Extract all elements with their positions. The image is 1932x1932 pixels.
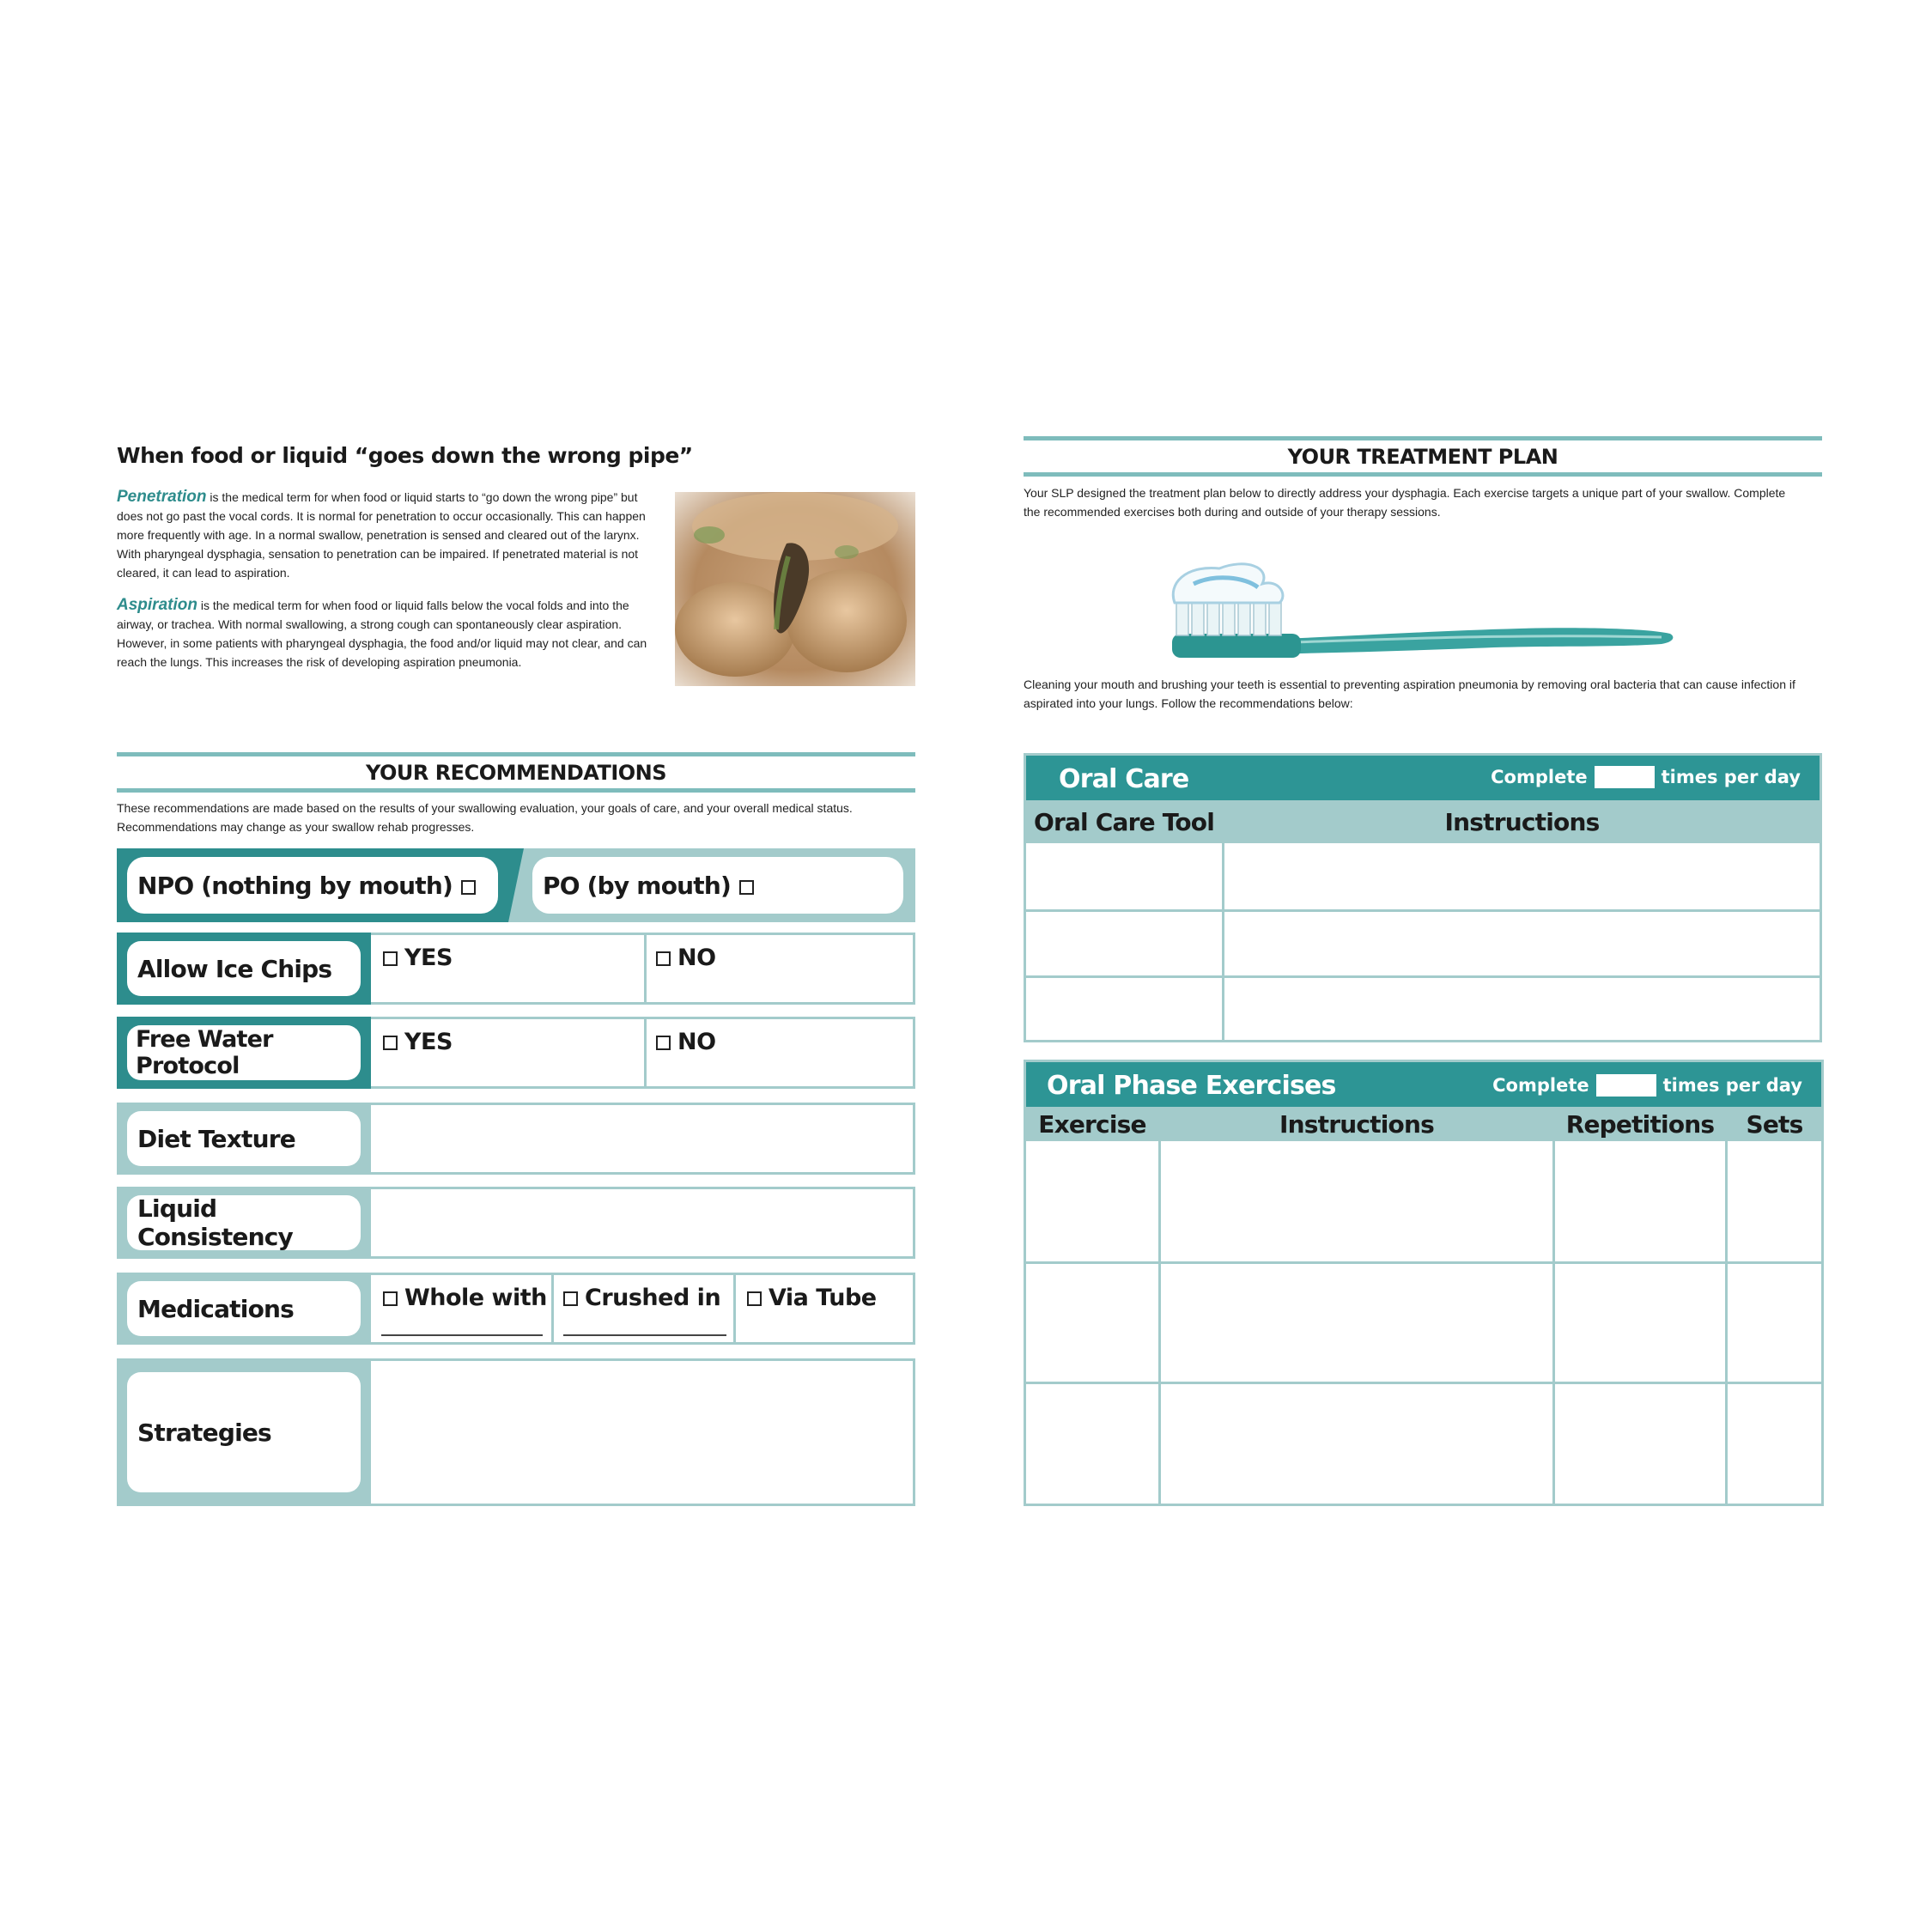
free-water-options bbox=[371, 1017, 915, 1089]
col-oral-care-tool: Oral Care Tool bbox=[1033, 807, 1215, 836]
po-label: PO (by mouth) bbox=[543, 871, 731, 900]
oral-care-frequency-input[interactable] bbox=[1595, 766, 1655, 788]
checkbox-icon[interactable] bbox=[656, 951, 671, 966]
free-water-yes[interactable]: YES bbox=[383, 1029, 453, 1055]
oral-care-table bbox=[1024, 753, 1822, 1042]
med-whole-blank[interactable] bbox=[381, 1334, 543, 1336]
ice-chips-no[interactable]: NO bbox=[656, 945, 716, 971]
ice-chips-options bbox=[371, 933, 915, 1005]
checkbox-icon[interactable] bbox=[383, 1291, 398, 1306]
col-sets: Sets bbox=[1746, 1109, 1803, 1139]
row-divider bbox=[1026, 975, 1820, 978]
oral-phase-table bbox=[1024, 1060, 1824, 1506]
strategies-field[interactable] bbox=[371, 1358, 915, 1506]
divider bbox=[644, 935, 647, 1002]
oral-phase-frequency: Complete times per day bbox=[1492, 1075, 1802, 1096]
liquid-consistency-label: Liquid Consistency bbox=[127, 1195, 361, 1250]
ice-chips-row bbox=[117, 933, 915, 1005]
medications-row bbox=[117, 1273, 915, 1345]
divider bbox=[1725, 1107, 1728, 1504]
checkbox-icon[interactable] bbox=[383, 1036, 398, 1050]
recommendations-title: YOUR RECOMMENDATIONS bbox=[365, 761, 667, 785]
oral-care-header bbox=[1026, 756, 1820, 800]
liquid-consistency-field[interactable] bbox=[371, 1187, 915, 1259]
col-repetitions: Repetitions bbox=[1565, 1109, 1715, 1139]
row-divider bbox=[1026, 1382, 1821, 1384]
med-whole-option[interactable]: Whole with bbox=[383, 1285, 547, 1311]
col-exercise: Exercise bbox=[1038, 1109, 1146, 1139]
oral-care-text: Cleaning your mouth and brushing your teeth is essential to preventing aspiration pneumonia by removing oral bacteria that can cause infection if aspirated into your lungs. Follow the recommendations below: bbox=[1024, 677, 1795, 710]
npo-po-row bbox=[117, 848, 915, 922]
row-divider bbox=[1026, 909, 1820, 912]
free-water-no[interactable]: NO bbox=[656, 1029, 716, 1055]
aspiration-text: is the medical term for when food or liquid falls below the vocal folds and into the airway, or trachea. With normal swallowing, a strong cough can spontaneously clear aspiration. However, in some patients with pharyngeal dysphagia, the food and/or liquid may not clear, and can reach the lungs. This increases the risk of developing aspiration pneumonia. bbox=[117, 598, 647, 669]
oral-care-columns bbox=[1026, 800, 1820, 843]
divider bbox=[1158, 1107, 1161, 1504]
med-crushed-blank[interactable] bbox=[563, 1334, 726, 1336]
treatment-bottom-rule bbox=[1024, 472, 1822, 477]
penetration-text: is the medical term for when food or liquid starts to “go down the wrong pipe” but does not go past the vocal cords. It is normal for penetration to occur occasionally. This can happen more frequently with age. In a normal swallow, penetration is sensed and cleared out of the larynx. With pharyngeal dysphagia, sensation to penetration can be impaired. If penetrated material is not cleared, it can lead to aspiration. bbox=[117, 490, 646, 580]
toothbrush-icon bbox=[1168, 558, 1683, 674]
recommendations-intro: These recommendations are made based on the results of your swallowing evaluation, your goals of care, and your overall medical status. Recommendations may change as your swallow rehab progresses. bbox=[117, 801, 853, 834]
treatment-title: YOUR TREATMENT PLAN bbox=[1287, 445, 1558, 469]
checkbox-icon[interactable] bbox=[563, 1291, 578, 1306]
larynx-illustration bbox=[675, 492, 915, 686]
recommendations-top-rule bbox=[117, 752, 915, 756]
med-tube-option[interactable]: Via Tube bbox=[747, 1285, 877, 1311]
treatment-top-rule bbox=[1024, 436, 1822, 440]
medications-label-panel bbox=[117, 1273, 371, 1345]
intro-heading: When food or liquid “goes down the wrong pipe” bbox=[117, 443, 693, 468]
checkbox-icon[interactable] bbox=[461, 880, 476, 895]
checkbox-icon[interactable] bbox=[656, 1036, 671, 1050]
diet-texture-label-panel bbox=[117, 1103, 371, 1175]
checkbox-icon[interactable] bbox=[747, 1291, 762, 1306]
diet-texture-label: Diet Texture bbox=[127, 1111, 361, 1166]
liquid-consistency-row bbox=[117, 1187, 915, 1259]
npo-label: NPO (nothing by mouth) bbox=[137, 871, 453, 900]
col-oral-care-instructions: Instructions bbox=[1444, 807, 1600, 836]
free-water-label-panel bbox=[117, 1017, 371, 1089]
medications-label: Medications bbox=[127, 1281, 361, 1336]
oral-phase-columns bbox=[1026, 1107, 1821, 1141]
ice-chips-label-panel bbox=[117, 933, 371, 1005]
diet-texture-field[interactable] bbox=[371, 1103, 915, 1175]
liquid-consistency-label-panel bbox=[117, 1187, 371, 1259]
oral-care-frequency: Complete times per day bbox=[1491, 767, 1801, 787]
checkbox-icon[interactable] bbox=[739, 880, 754, 895]
strategies-row bbox=[117, 1358, 915, 1506]
po-option[interactable] bbox=[532, 857, 903, 914]
divider bbox=[1552, 1107, 1555, 1504]
divider bbox=[551, 1275, 554, 1342]
med-crushed-option[interactable]: Crushed in bbox=[563, 1285, 720, 1311]
ice-chips-yes[interactable]: YES bbox=[383, 945, 453, 971]
oral-phase-header bbox=[1026, 1062, 1821, 1107]
free-water-row bbox=[117, 1017, 915, 1089]
penetration-paragraph bbox=[117, 488, 649, 582]
oral-phase-frequency-input[interactable] bbox=[1596, 1074, 1656, 1097]
ice-chips-label: Allow Ice Chips bbox=[127, 941, 361, 996]
strategies-label: Strategies bbox=[127, 1372, 361, 1492]
treatment-intro: Your SLP designed the treatment plan below to directly address your dysphagia. Each exercise targets a unique part of your swallow. Complete the recommended exercises both during and outside of your therapy sessions. bbox=[1024, 486, 1786, 519]
divider bbox=[644, 1019, 647, 1086]
strategies-label-panel bbox=[117, 1358, 371, 1506]
free-water-label: Free Water Protocol bbox=[127, 1025, 361, 1080]
npo-option[interactable] bbox=[127, 857, 498, 914]
oral-care-title: Oral Care bbox=[1059, 764, 1189, 794]
checkbox-icon[interactable] bbox=[383, 951, 398, 966]
aspiration-paragraph bbox=[117, 596, 649, 671]
oral-phase-title: Oral Phase Exercises bbox=[1047, 1071, 1336, 1101]
row-divider bbox=[1026, 1261, 1821, 1264]
col-instructions: Instructions bbox=[1279, 1109, 1434, 1139]
divider bbox=[1222, 800, 1224, 1040]
recommendations-bottom-rule bbox=[117, 788, 915, 793]
penetration-term: Penetration bbox=[117, 488, 207, 506]
aspiration-term: Aspiration bbox=[117, 596, 197, 614]
divider bbox=[733, 1275, 736, 1342]
diet-texture-row bbox=[117, 1103, 915, 1175]
